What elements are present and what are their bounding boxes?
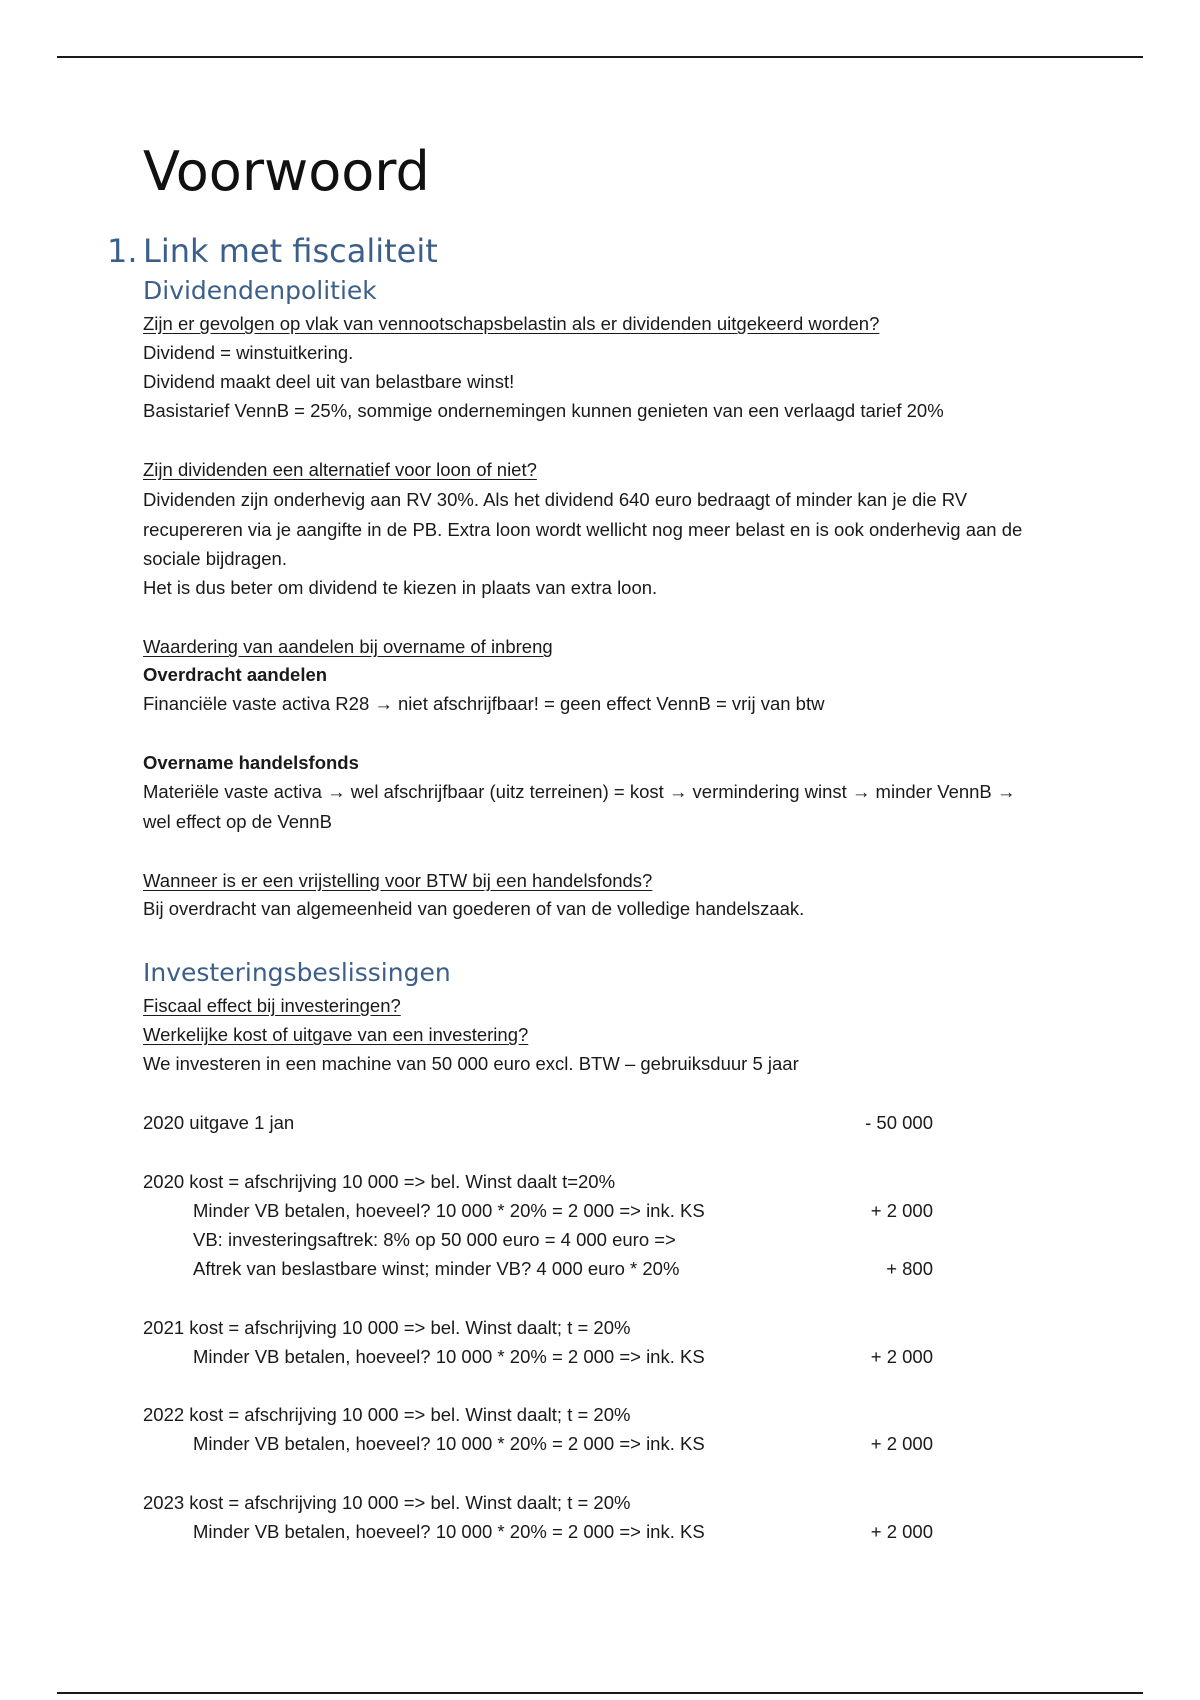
question-loon: Zijn dividenden een alternatief voor loon of niet? [143, 459, 537, 480]
question-vennb: Zijn er gevolgen op vlak van vennootschapsbelastin als er dividenden uitgekeerd worden? [143, 313, 880, 334]
page-title: Voorwoord [143, 140, 430, 203]
question-fiscaal: Fiscaal effect bij investeringen? [143, 995, 401, 1016]
text-line: Dividend = winstuitkering. [143, 342, 354, 363]
question-kost: Werkelijke kost of uitgave van een investering? [143, 1024, 529, 1045]
calc-row-label: Minder VB betalen, hoeveel? 10 000 * 20% = 2 000 => ink. KS [193, 1346, 705, 1367]
calc-row-label: 2020 kost = afschrijving 10 000 => bel. Winst daalt t=20% [143, 1171, 616, 1192]
text-line: Dividend maakt deel uit van belastbare winst! [143, 371, 515, 392]
section-heading-1 [107, 232, 438, 270]
calc-row-label: VB: investeringsaftrek: 8% op 50 000 euro = 4 000 euro => [193, 1229, 676, 1250]
subheading-invest: Investeringsbeslissingen [143, 958, 451, 987]
header-rule [57, 56, 1143, 58]
paragraph-rv: Dividenden zijn onderhevig aan RV 30%. Als het dividend 640 euro bedraagt of minder kan je die RV recupereren via je aangifte in de PB. Extra loon wordt wellicht nog meer belast en is ook onderhevig aan de sociale bijdragen. [143, 489, 1023, 569]
question-btw: Wanneer is er een vrijstelling voor BTW bij een handelsfonds? [143, 870, 653, 891]
bold-heading-handelsfonds: Overname handelsfonds [143, 752, 359, 773]
calc-row-label: Minder VB betalen, hoeveel? 10 000 * 20% = 2 000 => ink. KS [193, 1200, 705, 1221]
calc-row-amount: - 50 000 [865, 1112, 933, 1133]
text-line: Het is dus beter om dividend te kiezen in plaats van extra loon. [143, 577, 658, 598]
calc-row-amount: + 2 000 [870, 1200, 933, 1221]
calc-row-label: 2020 uitgave 1 jan [143, 1112, 295, 1133]
calc-row-label: 2022 kost = afschrijving 10 000 => bel. Winst daalt; t = 20% [143, 1404, 631, 1425]
calc-row-amount: + 800 [886, 1258, 933, 1279]
question-waardering: Waardering van aandelen bij overname of inbreng [143, 636, 553, 657]
text-line: We investeren in een machine van 50 000 euro excl. BTW – gebruiksduur 5 jaar [143, 1053, 799, 1074]
subheading-dividend: Dividendenpolitiek [143, 276, 377, 305]
calc-row-amount: + 2 000 [870, 1346, 933, 1367]
text-line: Bij overdracht van algemeenheid van goederen of van de volledige handelszaak. [143, 898, 805, 919]
calc-row-label: 2021 kost = afschrijving 10 000 => bel. Winst daalt; t = 20% [143, 1317, 631, 1338]
calc-row-label: Minder VB betalen, hoeveel? 10 000 * 20% = 2 000 => ink. KS [193, 1521, 705, 1542]
section-heading-text: Link met fiscaliteit [143, 232, 438, 270]
section-number: 1. [107, 232, 138, 270]
bold-heading-aandelen: Overdracht aandelen [143, 664, 328, 685]
calc-row-label: 2023 kost = afschrijving 10 000 => bel. Winst daalt; t = 20% [143, 1492, 631, 1513]
calc-row-label: Minder VB betalen, hoeveel? 10 000 * 20% = 2 000 => ink. KS [193, 1433, 705, 1454]
calc-row-amount: + 2 000 [870, 1521, 933, 1542]
text-line: Basistarief VennB = 25%, sommige ondernemingen kunnen genieten van een verlaagd tarief 20% [143, 400, 944, 421]
paragraph-handelsfonds: Materiële vaste activa → wel afschrijfbaar (uitz terreinen) = kost → vermindering winst → minder VennB → wel effect op de VennB [143, 781, 1016, 832]
footer-rule [57, 1692, 1143, 1694]
text-line: Financiële vaste activa R28 → niet afschrijfbaar! = geen effect VennB = vrij van btw [143, 693, 825, 714]
calc-row-amount: + 2 000 [870, 1433, 933, 1454]
calc-row-label: Aftrek van beslastbare winst; minder VB? 4 000 euro * 20% [193, 1258, 680, 1279]
